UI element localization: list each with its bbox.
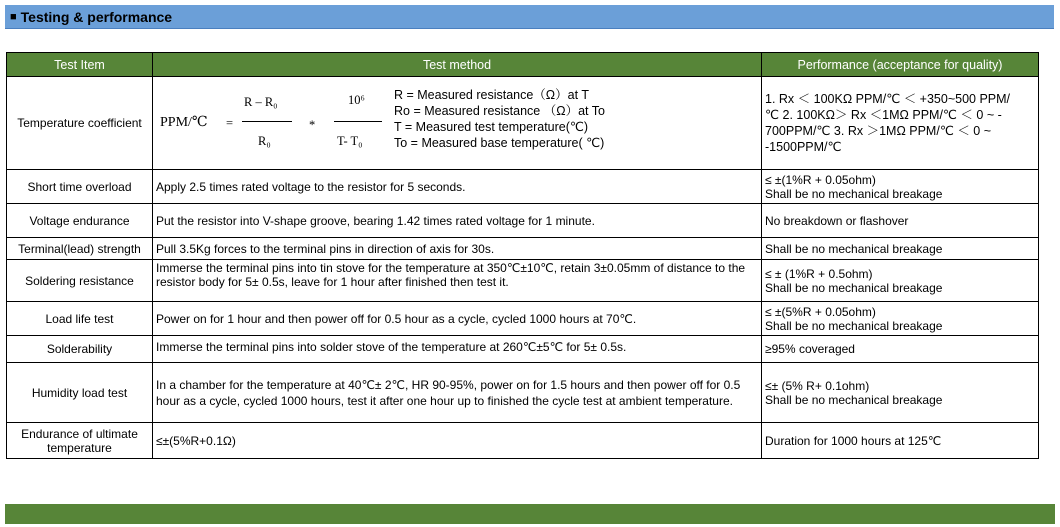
test-method-cell: Pull 3.5Kg forces to the terminal pins in direction of axis for 30s. bbox=[153, 238, 762, 260]
ppm-formula bbox=[156, 77, 386, 169]
performance-line: -1500PPM/℃ bbox=[765, 140, 842, 154]
formula-power: 10⁶ bbox=[348, 93, 365, 107]
header-performance: Performance (acceptance for quality) bbox=[762, 53, 1039, 77]
test-method-cell: Put the resistor into V-shape groove, bearing 1.42 times rated voltage for 1 minute. bbox=[153, 204, 762, 238]
square-bullet-icon: ■ bbox=[10, 10, 17, 23]
testing-performance-table bbox=[6, 52, 1039, 459]
test-method-cell bbox=[153, 336, 762, 363]
definition-line: To = Measured base temperature( ℃) bbox=[394, 136, 605, 150]
table-row bbox=[7, 302, 1039, 336]
section-title: Testing & performance bbox=[20, 8, 173, 25]
method-text: Immerse the terminal pins into tin stove for the temperature at 350℃±10℃, retain 3±0.05mm of distance to the resistor body for 5± 0.5s, leave for 1 hour after finished then test it. bbox=[156, 261, 746, 289]
table-row bbox=[7, 204, 1039, 238]
performance-cell: ≤ ± (1%R + 0.5ohm) Shall be no mechanical breakage bbox=[762, 260, 1039, 302]
test-method-cell: Power on for 1 hour and then power off for 0.5 hour as a cycle, cycled 1000 hours at 70℃. bbox=[153, 302, 762, 336]
table-header-row bbox=[7, 53, 1039, 77]
formula-denominator: R₀ bbox=[258, 134, 271, 148]
formula-times: * bbox=[309, 118, 316, 132]
performance-cell: ≤ ±(5%R + 0.05ohm) Shall be no mechanical breakage bbox=[762, 302, 1039, 336]
test-item-cell: Endurance of ultimate temperature bbox=[7, 423, 153, 459]
performance-cell: ≤± (5% R+ 0.1ohm) Shall be no mechanical breakage bbox=[762, 363, 1039, 423]
definition-line: T = Measured test temperature(℃) bbox=[394, 120, 589, 134]
test-item-cell: Voltage endurance bbox=[7, 204, 153, 238]
formula-numerator: R – R₀ bbox=[244, 95, 278, 109]
test-item-cell: Load life test bbox=[7, 302, 153, 336]
test-method-cell: In a chamber for the temperature at 40℃± 2℃, HR 90-95%, power on for 1.5 hours and then power off for 0.5 hour as a cycle, cycled 1000 hours, test it after one hour up to finished the cycle test at ambient temperature. bbox=[153, 363, 762, 423]
test-item-cell: Soldering resistance bbox=[7, 260, 153, 302]
header-test-method: Test method bbox=[153, 53, 762, 77]
table-row bbox=[7, 170, 1039, 204]
performance-line: ℃ 2. 100KΩ＞ Rx ＜1MΩ PPM/℃ ＜ 0 ~ - bbox=[765, 108, 1002, 122]
test-item-cell: Terminal(lead) strength bbox=[7, 238, 153, 260]
table-row bbox=[7, 363, 1039, 423]
table-row bbox=[7, 336, 1039, 363]
definition-line: R = Measured resistance（Ω）at T bbox=[394, 88, 589, 102]
table-row bbox=[7, 238, 1039, 260]
performance-cell: Shall be no mechanical breakage bbox=[762, 238, 1039, 260]
table-row bbox=[7, 77, 1039, 170]
fraction-bar bbox=[242, 121, 292, 122]
formula-tdiff: T- T₀ bbox=[337, 134, 363, 148]
variable-definitions bbox=[394, 87, 605, 151]
formula-equals: = bbox=[226, 116, 234, 130]
fraction-bar bbox=[334, 121, 382, 122]
performance-cell: ≥95% coveraged bbox=[762, 336, 1039, 363]
performance-cell: ≤ ±(1%R + 0.05ohm) Shall be no mechanical breakage bbox=[762, 170, 1039, 204]
test-method-cell: ≤±(5%R+0.1Ω) bbox=[153, 423, 762, 459]
test-item-cell: Solderability bbox=[7, 336, 153, 363]
test-method-cell: Apply 2.5 times rated voltage to the resistor for 5 seconds. bbox=[153, 170, 762, 204]
test-method-cell bbox=[153, 77, 762, 170]
performance-cell: No breakdown or flashover bbox=[762, 204, 1039, 238]
definition-line: Ro = Measured resistance （Ω）at To bbox=[394, 104, 605, 118]
test-item-cell: Short time overload bbox=[7, 170, 153, 204]
performance-cell: Duration for 1000 hours at 125℃ bbox=[762, 423, 1039, 459]
method-text: Immerse the terminal pins into solder stove of the temperature at 260℃±5℃ for 5± 0.5s. bbox=[156, 340, 627, 354]
test-item-cell: Humidity load test bbox=[7, 363, 153, 423]
test-item-cell: Temperature coefficient bbox=[7, 77, 153, 170]
section-header bbox=[5, 5, 1054, 29]
table-row bbox=[7, 260, 1039, 302]
performance-cell bbox=[762, 77, 1039, 170]
formula-lhs: PPM/℃ bbox=[160, 115, 208, 130]
table-row bbox=[7, 423, 1039, 459]
test-method-cell bbox=[153, 260, 762, 302]
header-test-item: Test Item bbox=[7, 53, 153, 77]
formula-block bbox=[156, 77, 758, 169]
performance-line: 700PPM/℃ 3. Rx ＞1MΩ PPM/℃ ＜ 0 ~ bbox=[765, 124, 992, 138]
performance-line: 1. Rx ＜ 100KΩ PPM/℃ ＜ +350~500 PPM/ bbox=[765, 92, 1011, 106]
footer-bar bbox=[5, 504, 1055, 524]
